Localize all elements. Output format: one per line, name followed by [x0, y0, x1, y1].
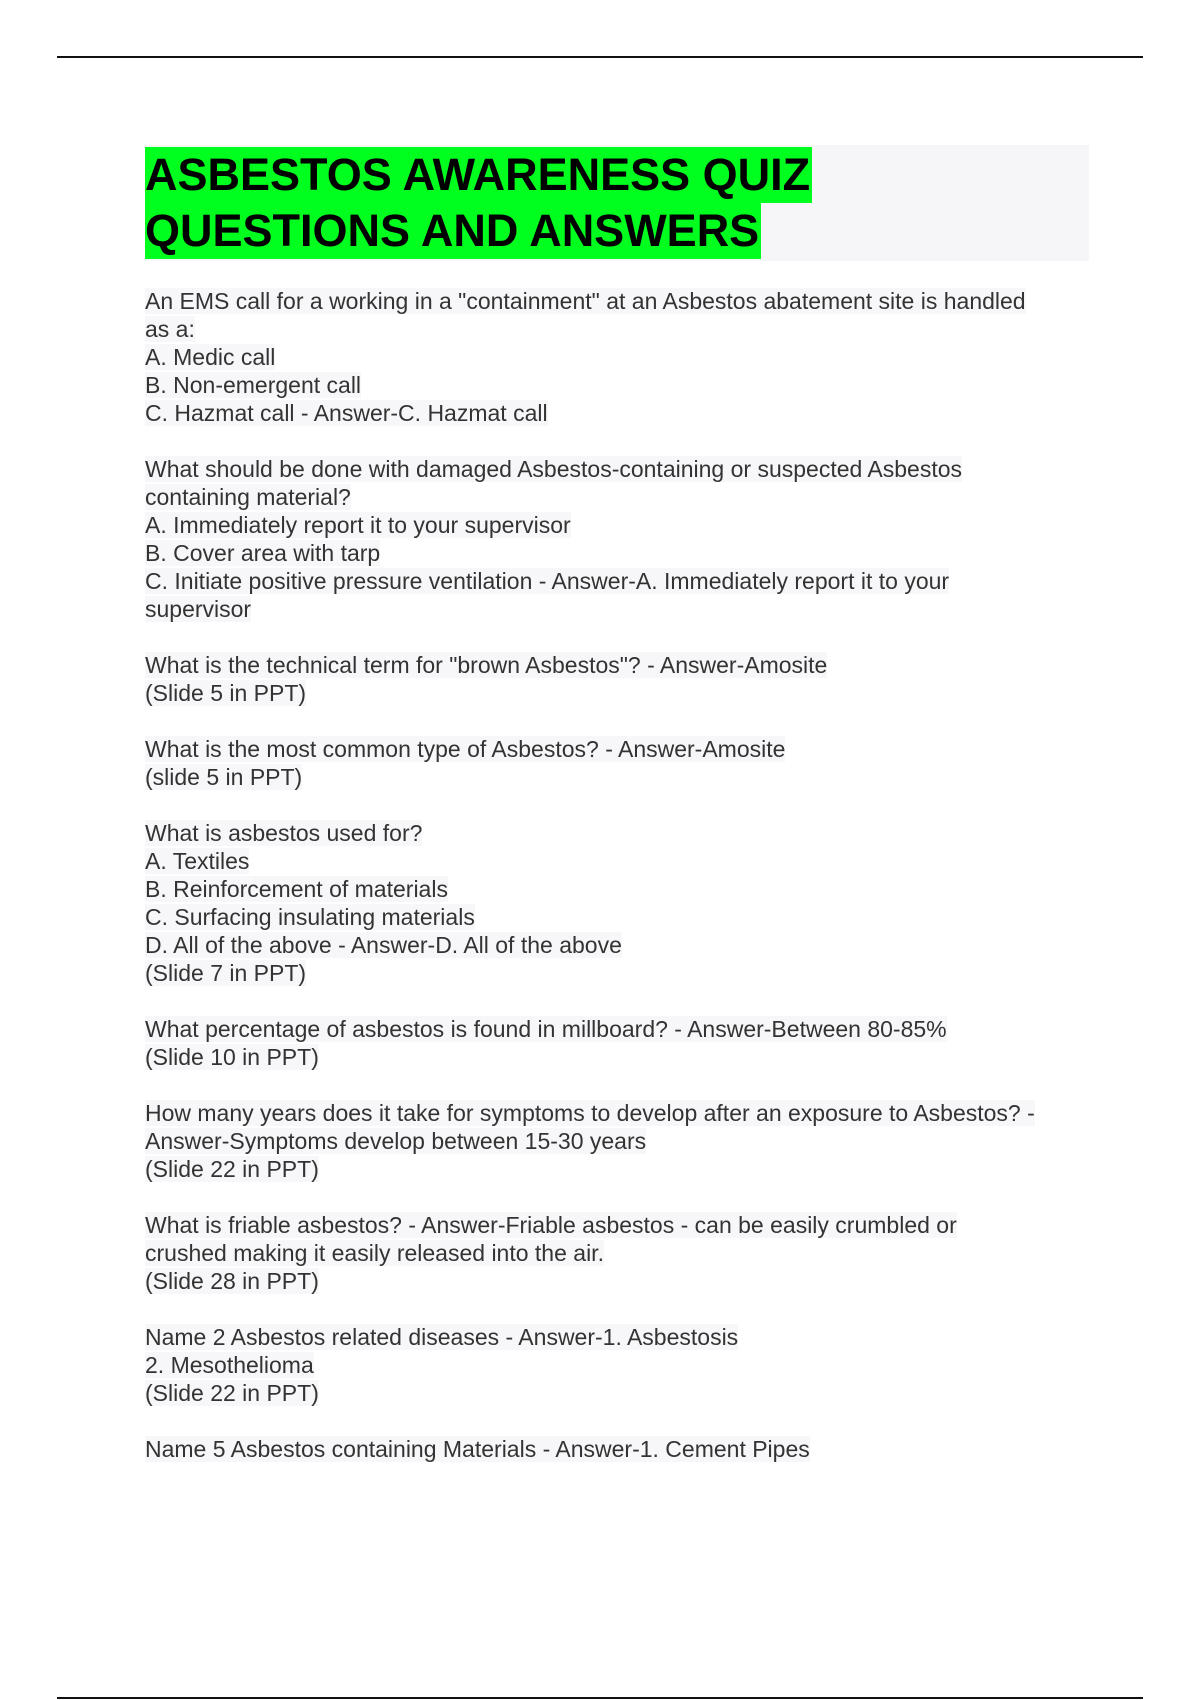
qa-item [145, 455, 1089, 623]
qa-line [145, 651, 1089, 679]
qa-line [145, 1435, 1089, 1463]
qa-line [145, 483, 1089, 511]
qa-line-text: (slide 5 in PPT) [145, 764, 303, 790]
qa-line-text: How many years does it take for symptoms to develop after an exposure to Asbestos? - [145, 1100, 1035, 1126]
qa-line [145, 1127, 1089, 1155]
qa-line [145, 679, 1089, 707]
qa-item [145, 1099, 1089, 1183]
qa-line-text: Name 2 Asbestos related diseases - Answer-1. Asbestosis [145, 1324, 739, 1350]
qa-line [145, 1351, 1089, 1379]
title-line-1: ASBESTOS AWARENESS QUIZ [145, 147, 812, 203]
qa-line [145, 1267, 1089, 1295]
qa-line-text: as a: [145, 316, 195, 342]
bottom-rule [57, 1697, 1143, 1699]
qa-line-text: What is asbestos used for? [145, 820, 423, 846]
qa-line [145, 959, 1089, 987]
qa-line-text: What is the technical term for "brown Asbestos"? - Answer-Amosite [145, 652, 828, 678]
qa-line [145, 287, 1089, 315]
qa-item [145, 735, 1089, 791]
qa-line-text: C. Hazmat call - Answer-C. Hazmat call [145, 400, 548, 426]
qa-line-text: Name 5 Asbestos containing Materials - Answer-1. Cement Pipes [145, 1436, 810, 1462]
qa-line [145, 567, 1089, 595]
qa-line-text: What is friable asbestos? - Answer-Friable asbestos - can be easily crumbled or [145, 1212, 957, 1238]
qa-line-text: (Slide 5 in PPT) [145, 680, 307, 706]
qa-line [145, 315, 1089, 343]
qa-line [145, 875, 1089, 903]
qa-line-text: A. Medic call [145, 344, 276, 370]
qa-line [145, 1015, 1089, 1043]
qa-line [145, 511, 1089, 539]
qa-line [145, 819, 1089, 847]
qa-item [145, 1211, 1089, 1295]
qa-item [145, 1015, 1089, 1071]
qa-line [145, 1239, 1089, 1267]
qa-line [145, 1155, 1089, 1183]
document-title [145, 145, 1089, 261]
qa-line-text: D. All of the above - Answer-D. All of the above [145, 932, 622, 958]
qa-line-text: (Slide 10 in PPT) [145, 1044, 319, 1070]
qa-line-text: What is the most common type of Asbestos? - Answer-Amosite [145, 736, 786, 762]
qa-line [145, 343, 1089, 371]
qa-line [145, 371, 1089, 399]
qa-line-text: An EMS call for a working in a "containment" at an Asbestos abatement site is handled [145, 288, 1026, 314]
qa-line-text: B. Reinforcement of materials [145, 876, 448, 902]
qa-line [145, 455, 1089, 483]
qa-item [145, 1323, 1089, 1407]
qa-line [145, 1323, 1089, 1351]
qa-line-text: B. Non-emergent call [145, 372, 362, 398]
qa-line-text: (Slide 22 in PPT) [145, 1156, 319, 1182]
qa-line [145, 1211, 1089, 1239]
qa-line-text: 2. Mesothelioma [145, 1352, 314, 1378]
qa-line [145, 847, 1089, 875]
qa-line [145, 539, 1089, 567]
qa-line-text: A. Textiles [145, 848, 250, 874]
qa-line-text: C. Surfacing insulating materials [145, 904, 475, 930]
qa-line [145, 735, 1089, 763]
top-rule [57, 56, 1143, 58]
qa-line-text: B. Cover area with tarp [145, 540, 381, 566]
qa-line-text: containing material? [145, 484, 351, 510]
qa-line-text: (Slide 28 in PPT) [145, 1268, 319, 1294]
qa-line [145, 399, 1089, 427]
qa-line-text: crushed making it easily released into the air. [145, 1240, 604, 1266]
qa-line [145, 903, 1089, 931]
qa-line-text: supervisor [145, 596, 252, 622]
qa-line [145, 931, 1089, 959]
qa-line-text: What should be done with damaged Asbestos-containing or suspected Asbestos [145, 456, 963, 482]
qa-item [145, 651, 1089, 707]
qa-line-text: What percentage of asbestos is found in millboard? - Answer-Between 80-85% [145, 1016, 947, 1042]
qa-item [145, 819, 1089, 987]
qa-item [145, 287, 1089, 427]
qa-line-text: Answer-Symptoms develop between 15-30 years [145, 1128, 647, 1154]
qa-line [145, 1379, 1089, 1407]
qa-line [145, 1043, 1089, 1071]
title-line-2: QUESTIONS AND ANSWERS [145, 203, 761, 259]
qa-line [145, 595, 1089, 623]
qa-item [145, 1435, 1089, 1463]
qa-list [145, 287, 1089, 1463]
document-body [145, 145, 1089, 1491]
qa-line [145, 763, 1089, 791]
qa-line [145, 1099, 1089, 1127]
qa-line-text: (Slide 7 in PPT) [145, 960, 307, 986]
qa-line-text: C. Initiate positive pressure ventilation - Answer-A. Immediately report it to your [145, 568, 950, 594]
qa-line-text: (Slide 22 in PPT) [145, 1380, 319, 1406]
qa-line-text: A. Immediately report it to your supervisor [145, 512, 571, 538]
